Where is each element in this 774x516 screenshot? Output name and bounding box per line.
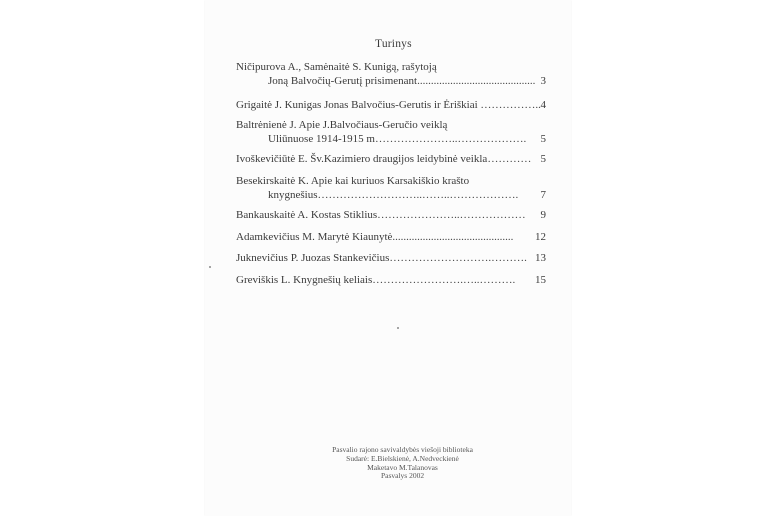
toc-entry-title-continued: Uliūnuose 1914-1915 m…………………..………………. [268,133,527,145]
toc-entry [236,208,546,222]
toc-page-number: 5 [540,153,546,165]
toc-entry-title: Besekirskaitė K. Apie kai kuriuos Karsakiškio krašto [236,175,470,187]
page-title: Turinys [375,38,412,50]
toc-entry-title: Bankauskaitė A. Kostas Stiklius…………………..……………… [236,209,526,221]
toc-page-number: 4 [540,99,546,111]
toc-entry-title-continued: knygnešius………………………..……..………………. [268,189,519,201]
toc-entry [236,251,546,265]
toc-entry-title: Greviškis L. Knygnešių keliais…………………….…..………. [236,274,516,286]
colophon-line: Pasvalio rajono savivaldybės viešoji biblioteka [332,445,473,454]
toc-page-number: 7 [540,189,546,201]
toc-entry [236,152,546,166]
toc-entry [236,273,546,287]
toc-page-number: 12 [535,231,546,243]
toc-page-number: 5 [540,133,546,145]
toc-entry-title: Baltrėnienė J. Apie J.Balvočiaus-Geručio veiklą [236,119,448,131]
toc-entry [236,60,546,88]
toc-page-number: 9 [540,209,546,221]
toc-entry-title: Juknevičius P. Juozas Stankevičius……………………….………. [236,252,527,264]
toc-page-number: 3 [540,75,546,87]
toc-entry [236,230,546,244]
toc-entry-title: Grigaitė J. Kunigas Jonas Balvočius-Gerutis ir Ėriškiai …………….. [236,99,541,111]
colophon-line: Maketavo M.Talanovas [367,462,438,472]
toc-page-number: 13 [535,252,546,264]
toc-entry [236,118,546,146]
toc-entry-title-continued: Joną Balvočių-Gerutį prisimenant........................................... [268,75,536,87]
scan-speck [397,327,399,329]
scan-speck [209,266,211,268]
toc-entry [236,98,546,112]
toc-entry-title: Adamkevičius M. Marytė Kiaunytė............................................ [236,231,514,243]
toc-page-number: 15 [535,274,546,286]
toc-entry-title: Ničipurova A., Samėnaitė S. Kunigą, rašytoją [236,61,437,73]
toc-entry [236,174,546,202]
colophon [300,446,505,481]
colophon-line: Sudarė: E.Bielskienė, A.Nedveckienė [346,453,459,463]
colophon-line: Pasvalys 2002 [380,471,425,481]
toc-entry-title: Ivoškevičiūtė E. Šv.Kazimiero draugijos leidybinė veikla………… [236,153,532,165]
